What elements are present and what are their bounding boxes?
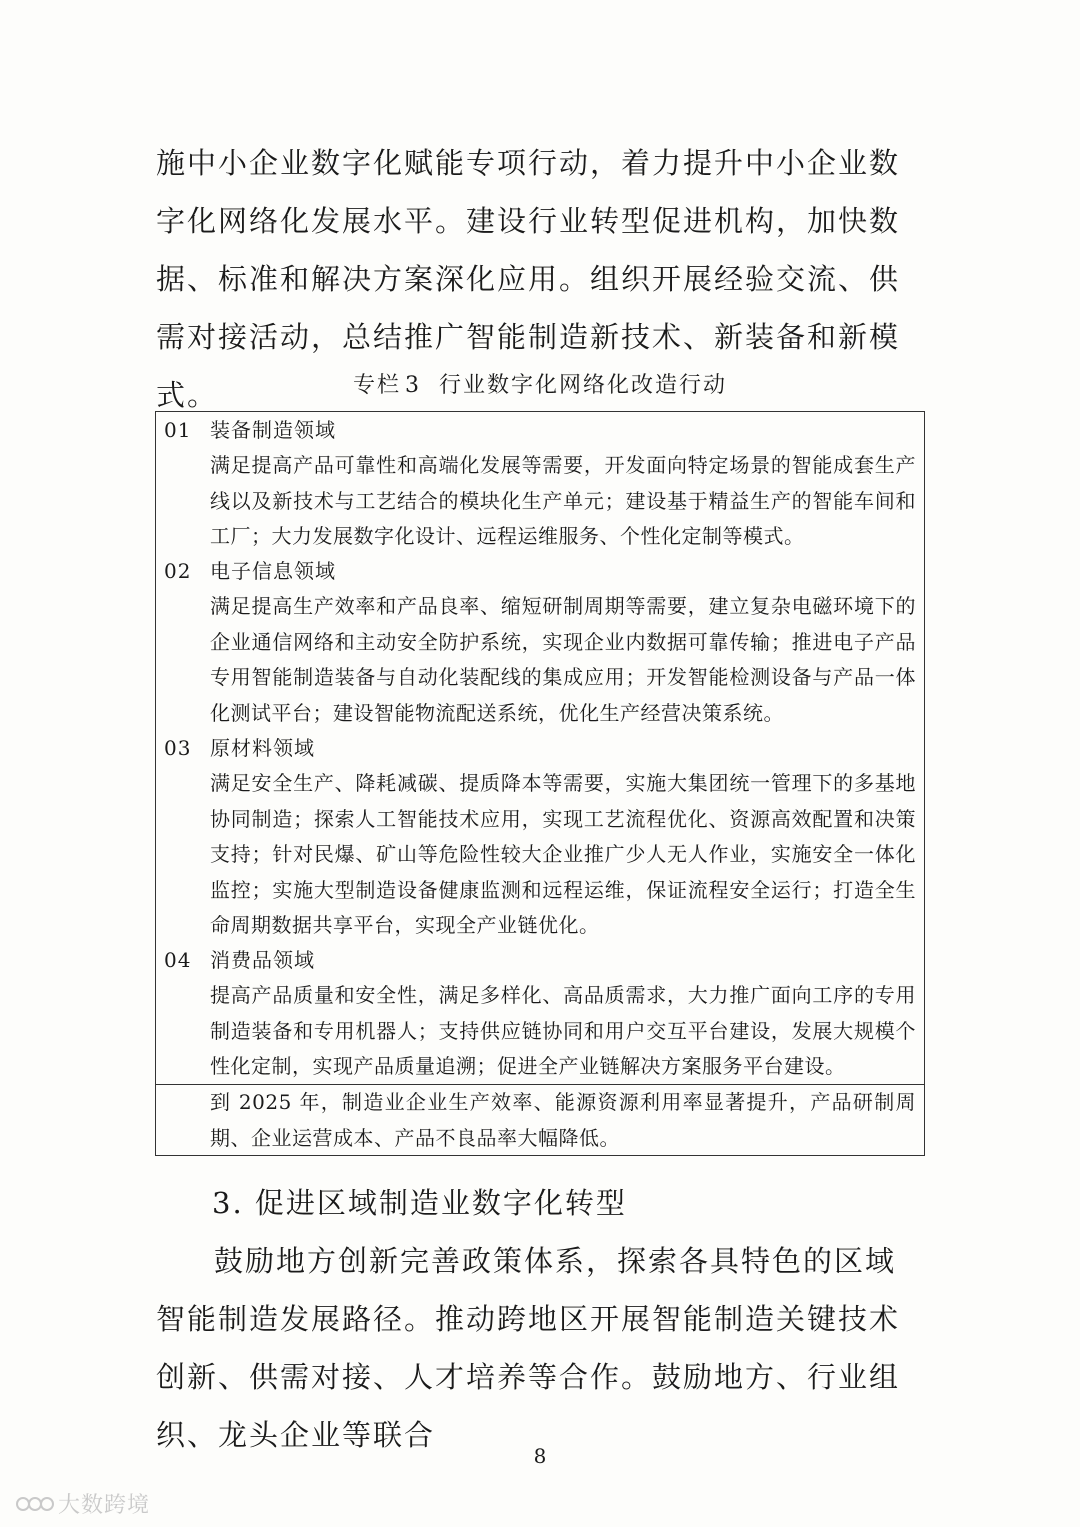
- watermark: [14, 1488, 150, 1519]
- box-section-consumer-goods: [156, 942, 924, 1085]
- section-name: 电子信息领域: [210, 559, 336, 583]
- box-section-equipment: [156, 412, 924, 555]
- section-text: 满足提高生产效率和产品良率、缩短研制周期等需要，建立复杂电磁环境下的企业通信网络和主动安全防护系统，实现企业内数据可靠传输；推进电子产品专用智能制造装备与自动化装配线的集成应用；开发智能检测设备与产品一体化测试平台；建设智能物流配送系统，优化生产经营决策系统。: [210, 594, 916, 725]
- box-goal: [156, 1085, 924, 1156]
- section-text: 满足安全生产、降耗减碳、提质降本等需要，实施大集团统一管理下的多基地协同制造；探索人工智能技术应用，实现工艺流程优化、资源高效配置和决策支持；针对民爆、矿山等危险性较大企业推广少人无人作业，实施安全一体化监控；实施大型制造设备健康监测和远程运维，保证流程安全运行；打造全生命周期数据共享平台，实现全产业链优化。: [210, 771, 916, 937]
- feature-box: [155, 411, 925, 1156]
- box-section-raw-materials: [156, 730, 924, 944]
- watermark-logo-icon: [14, 1492, 54, 1516]
- body-paragraph-bottom: 鼓励地方创新完善政策体系，探索各具特色的区域智能制造发展路径。推动跨地区开展智能制造关键技术创新、供需对接、人才培养等合作。鼓励地方、行业组织、龙头企业等联合: [156, 1244, 901, 1452]
- box-title: [0, 368, 1080, 399]
- goal-text: 到 2025 年，制造业企业生产效率、能源资源利用率显著提升，产品研制周期、企业运营成本、产品不良品率大幅降低。: [210, 1090, 916, 1150]
- section-number: 04: [164, 948, 192, 972]
- section-text: 提高产品质量和安全性，满足多样化、高品质需求，大力推广面向工序的专用制造装备和专用机器人；支持供应链协同和用户交互平台建设，发展大规模个性化定制，实现产品质量追溯；促进全产业链解决方案服务平台建设。: [210, 983, 916, 1078]
- section-name: 消费品领域: [210, 948, 315, 972]
- body-paragraph-top: 施中小企业数字化赋能专项行动，着力提升中小企业数字化网络化发展水平。建设行业转型促进机构，加快数据、标准和解决方案深化应用。组织开展经验交流、供需对接活动，总结推广智能制造新技术、新装备和新模式。: [156, 146, 901, 412]
- watermark-text: 大数跨境: [58, 1493, 151, 1518]
- box-section-electronics: [156, 553, 924, 731]
- box-title-prefix: 专栏: [352, 373, 401, 398]
- box-title-number: 3: [405, 373, 421, 398]
- section-name: 原材料领域: [210, 736, 315, 760]
- section-subheading: 3. 促进区域制造业数字化转型: [212, 1186, 627, 1220]
- section-text: 满足提高产品可靠性和高端化发展等需要，开发面向特定场景的智能成套生产线以及新技术与工艺结合的模块化生产单元；建设基于精益生产的智能车间和工厂；大力发展数字化设计、远程运维服务、个性化定制等模式。: [210, 453, 916, 548]
- page-number: 8: [533, 1444, 547, 1468]
- section-number: 03: [164, 736, 192, 760]
- section-number: 02: [164, 559, 192, 583]
- section-number: 01: [164, 418, 192, 442]
- section-name: 装备制造领域: [210, 418, 336, 442]
- box-title-text: 行业数字化网络化改造行动: [439, 373, 728, 398]
